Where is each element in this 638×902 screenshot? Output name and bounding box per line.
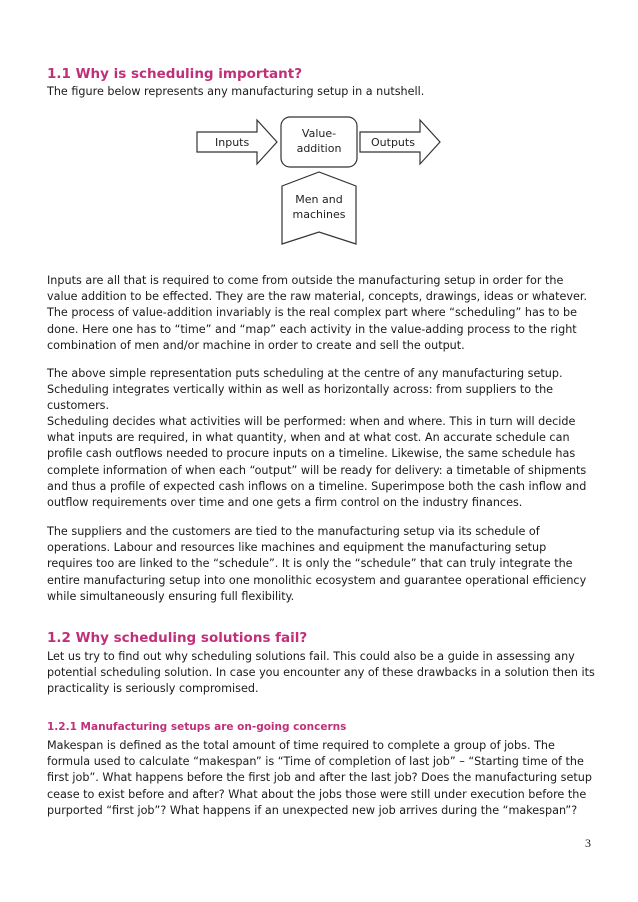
paragraph-decides: Scheduling decides what activities will be performed: when and where. This in turn will decide what inputs are required, in what quantity, when and at what cost. An accurate schedule can profile cash outflows needed to procure inputs on a timeline. Likewise, the same schedule has complete information of when each “output” will be ready for delivery: a timetable of shipments and thus a profile of expected cash inflows on a timeline. Superimpose both the cash inflow and outflow requirements over time and one gets a firm control on the industry finances. [47,415,587,510]
paragraph-makespan: Makespan is defined as the total amount of time required to complete a group of jobs. The formula used to calculate “makespan” is “Time of completion of last job” – “Starting time of the first job”. What happens before the first job and after the last job? Does the manufacturing setup cease to exist before and after? What about the jobs those were still under execution before the purported “first job”? What happens if an unexpected new job arrives during the “makespan”? [47,739,592,817]
section-heading-1-2: 1.2 Why scheduling solutions fail? [47,630,308,646]
value-addition-label-line1: Value- [301,127,337,140]
men-machines-label-line1: Men and [295,193,343,206]
outputs-label: Outputs [371,136,415,149]
paragraph-fail: Let us try to find out why scheduling solutions fail. This could also be a guide in assessing any potential scheduling solution. In case you encounter any of these drawbacks in a solution then its practicality is seriously compromised. [47,650,595,696]
section-heading-1-1: 1.1 Why is scheduling important? [47,66,303,82]
paragraph-suppliers: The suppliers and the customers are tied to the manufacturing setup via its schedule of operations. Labour and resources like machines and equipment the manufacturing setup requires too are linked to the “schedule”. It is only the “schedule” that can truly integrate the entire manufacturing setup into one monolithic ecosystem and guarantee operational efficiency while simultaneously ensuring full flexibility. [47,525,587,603]
men-machines-label-line2: machines [292,208,346,221]
value-addition-label-line2: addition [296,142,342,155]
paragraph-centre: The above simple representation puts scheduling at the centre of any manufacturing setup. Scheduling integrates vertically within as well as horizontally across: from suppliers to the customers. [47,367,563,413]
paragraph-inputs: Inputs are all that is required to come from outside the manufacturing setup in order for the value addition to be effected. They are the raw material, concepts, drawings, ideas or whatever. The process of value-addition invariably is the real complex part where “scheduling” has to be done. Here one has to “time” and “map” each activity in the value-adding process to the right combination of men and/or machine in order to create and sell the output. [47,274,588,352]
section-heading-1-2-1: 1.2.1 Manufacturing setups are on-going concerns [47,721,347,733]
intro-paragraph: The figure below represents any manufacturing setup in a nutshell. [47,85,425,98]
inputs-label: Inputs [215,136,250,149]
page-number: 3 [585,836,591,850]
manufacturing-diagram [195,114,445,254]
